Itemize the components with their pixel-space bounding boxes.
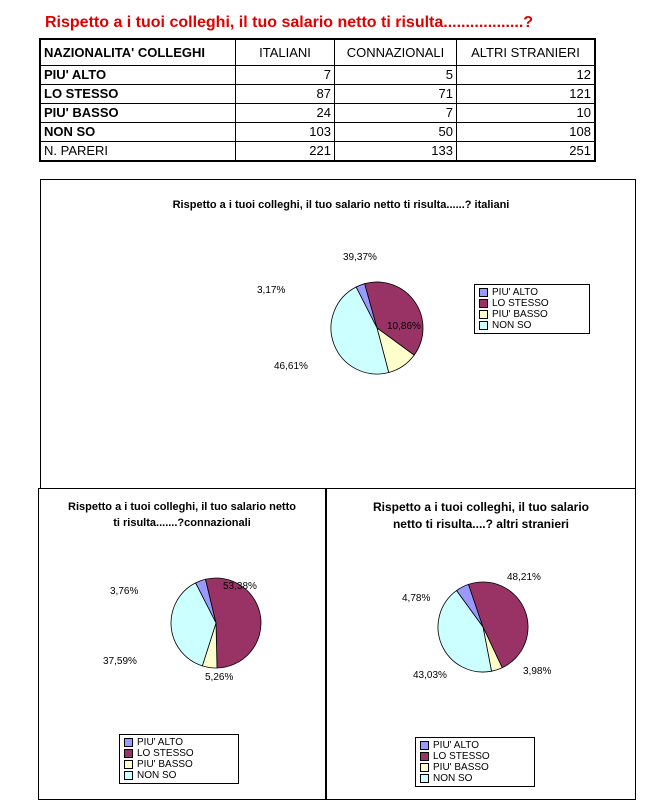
table-cell: 10 <box>457 104 596 123</box>
swatch-piu-alto <box>420 741 429 750</box>
data-table <box>39 38 596 162</box>
legend-label: NON SO <box>137 770 177 781</box>
table-header-row <box>40 39 595 66</box>
chart-title: Rispetto a i tuoi colleghi, il tuo salario netto ti risulta.......?connazionali <box>68 501 296 529</box>
row-label: LO STESSO <box>40 85 236 104</box>
chart-panel-connazionali <box>38 488 326 800</box>
swatch-non-so <box>124 771 133 780</box>
table-header-label: NAZIONALITA' COLLEGHI <box>40 39 236 66</box>
swatch-non-so <box>420 774 429 783</box>
table-cell: 251 <box>457 142 596 162</box>
chart-panel-altri-stranieri <box>326 488 636 800</box>
legend-label: LO STESSO <box>433 751 490 762</box>
column-header: ALTRI STRANIERI <box>457 39 596 66</box>
table-row <box>40 85 595 104</box>
swatch-non-so <box>479 321 488 330</box>
table-cell: 5 <box>335 66 457 85</box>
swatch-lo-stesso <box>124 749 133 758</box>
table-cell: 12 <box>457 66 596 85</box>
swatch-piu-basso <box>420 763 429 772</box>
table-cell: 121 <box>457 85 596 104</box>
table-cell: 221 <box>236 142 335 162</box>
legend-label: PIU' BASSO <box>492 309 548 320</box>
legend-item <box>124 748 232 759</box>
column-header: CONNAZIONALI <box>335 39 457 66</box>
chart-legend <box>415 737 535 787</box>
legend-label: PIU' BASSO <box>433 762 489 773</box>
chart-legend <box>474 284 590 334</box>
legend-item <box>124 770 232 781</box>
chart-legend <box>119 734 239 784</box>
legend-item <box>479 309 583 320</box>
row-label: N. PARERI <box>40 142 236 162</box>
table-row <box>40 142 595 162</box>
legend-item <box>479 298 583 309</box>
swatch-lo-stesso <box>420 752 429 761</box>
chart-title: Rispetto a i tuoi colleghi, il tuo salario netto ti risulta....? altri stranieri <box>372 500 590 531</box>
table-cell: 133 <box>335 142 457 162</box>
table-cell: 24 <box>236 104 335 123</box>
chart-title: Rispetto a i tuoi colleghi, il tuo salario netto ti risulta......? italiani <box>172 199 510 211</box>
legend-label: NON SO <box>433 773 473 784</box>
page-title: Rispetto a i tuoi colleghi, il tuo salario netto ti risulta..................? <box>45 14 534 31</box>
table-cell: 7 <box>335 104 457 123</box>
table-cell: 87 <box>236 85 335 104</box>
legend-label: NON SO <box>492 320 532 331</box>
pie-label: 5,26% <box>205 672 234 683</box>
chart-panel-italiani <box>40 179 636 489</box>
pie-label: 3,76% <box>110 586 139 597</box>
legend-label: PIU' ALTO <box>492 287 539 298</box>
pie-label: 3,17% <box>257 285 286 296</box>
pie-label: 48,21% <box>507 572 541 583</box>
legend-item <box>479 320 583 331</box>
legend-label: LO STESSO <box>492 298 549 309</box>
pie-label: 39,37% <box>343 252 377 263</box>
pie-label: 10,86% <box>387 321 421 332</box>
legend-item <box>479 287 583 298</box>
legend-label: PIU' BASSO <box>137 759 193 770</box>
pie-label: 4,78% <box>402 593 431 604</box>
table-cell: 71 <box>335 85 457 104</box>
swatch-lo-stesso <box>479 299 488 308</box>
pie-label: 46,61% <box>274 361 308 372</box>
legend-label: LO STESSO <box>137 748 194 759</box>
table-cell: 108 <box>457 123 596 142</box>
swatch-piu-basso <box>124 760 133 769</box>
legend-item <box>124 759 232 770</box>
swatch-piu-basso <box>479 310 488 319</box>
row-label: NON SO <box>40 123 236 142</box>
legend-label: PIU' ALTO <box>137 737 184 748</box>
legend-item <box>420 762 528 773</box>
table-row <box>40 123 595 142</box>
table-cell: 103 <box>236 123 335 142</box>
pie-label: 43,03% <box>413 670 447 681</box>
pie-label: 3,98% <box>523 666 552 677</box>
pie-chart-italiani <box>41 180 635 488</box>
table-row <box>40 66 595 85</box>
legend-item <box>420 740 528 751</box>
swatch-piu-alto <box>479 288 488 297</box>
pie-label: 53,38% <box>223 581 257 592</box>
legend-item <box>124 737 232 748</box>
table-cell: 7 <box>236 66 335 85</box>
legend-item <box>420 751 528 762</box>
pie-label: 37,59% <box>103 656 137 667</box>
legend-item <box>420 773 528 784</box>
row-label: PIU' ALTO <box>40 66 236 85</box>
swatch-piu-alto <box>124 738 133 747</box>
table-row <box>40 104 595 123</box>
legend-label: PIU' ALTO <box>433 740 480 751</box>
column-header: ITALIANI <box>236 39 335 66</box>
table-cell: 50 <box>335 123 457 142</box>
row-label: PIU' BASSO <box>40 104 236 123</box>
